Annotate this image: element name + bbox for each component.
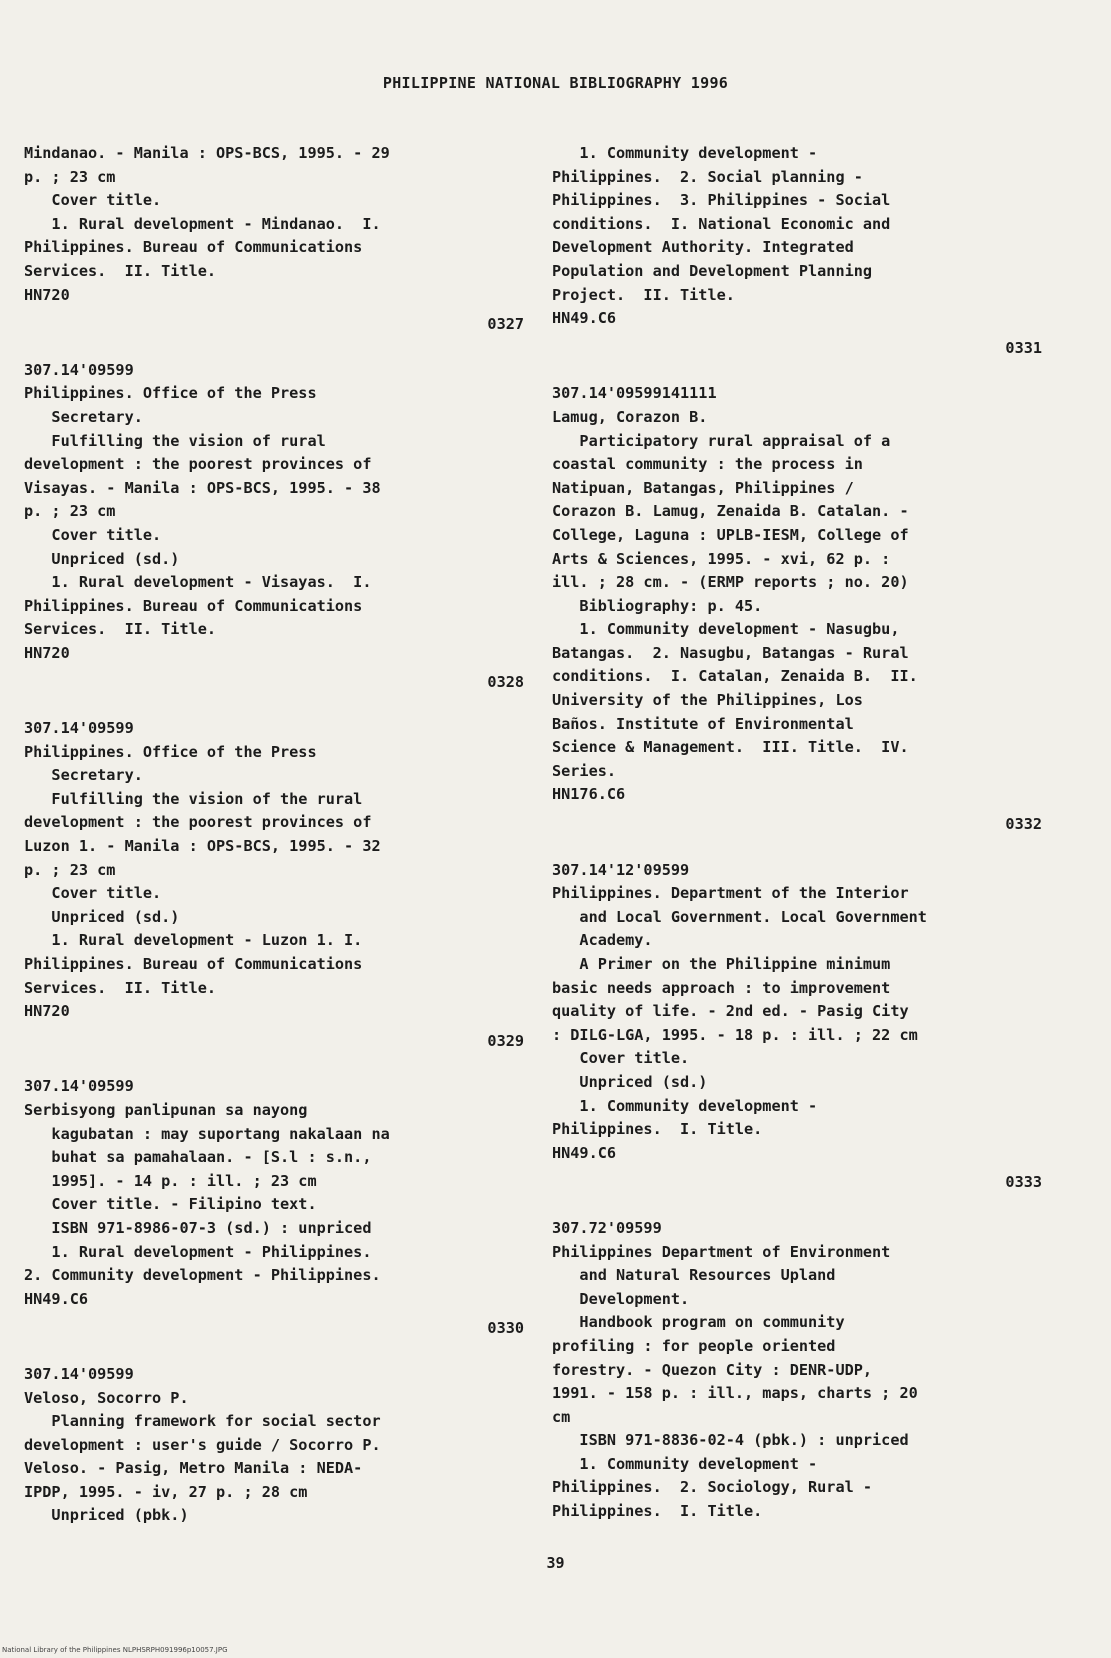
bibliography-entry — [552, 382, 1042, 858]
entry-line: Project. II. Title. — [552, 285, 735, 304]
entry-line: 1. Rural development - Luzon 1. I. — [24, 931, 363, 950]
entry-line: and Natural Resources Upland — [552, 1266, 836, 1285]
entry-line: Cover title. — [24, 191, 162, 210]
entry-line: 1. Community development - Nasugbu, — [552, 620, 900, 639]
entry-line: Arts & Sciences, 1995. - xvi, 62 p. : — [552, 549, 891, 568]
entry-line: HN720 — [24, 1002, 70, 1021]
entry-line: 307.14'09599 — [24, 1077, 134, 1096]
entry-line: Cover title. — [24, 884, 162, 903]
entry-line: 2. Community development - Philippines. — [24, 1266, 381, 1285]
entry-line: Philippines. Bureau of Communications — [24, 955, 363, 973]
entry-line: Veloso, Socorro P. — [24, 1388, 189, 1407]
entry-line: Services. II. Title. — [24, 978, 217, 997]
entry-number: 0333 — [1005, 1173, 1042, 1192]
entry-line: 307.14'09599 — [24, 719, 134, 738]
entry-line: 1995]. - 14 p. : ill. ; 23 cm — [24, 1171, 317, 1190]
entry-line: kagubatan : may suportang nakalaan na — [24, 1124, 390, 1143]
entry-line: 1991. - 158 p. : ill., maps, charts ; 20 — [552, 1384, 918, 1403]
page-header: PHILIPPINE NATIONAL BIBLIOGRAPHY 1996 — [382, 74, 729, 92]
entry-line: Philippines. 2. Social planning - — [552, 167, 863, 186]
entry-line: Planning framework for social sector — [24, 1412, 381, 1431]
bibliography-entry — [24, 1363, 524, 1528]
entry-line: Series. — [552, 761, 617, 780]
entry-number: 0328 — [487, 673, 524, 692]
entry-line: Corazon B. Lamug, Zenaida B. Catalan. - — [552, 502, 909, 521]
entry-line: Philippines. Bureau of Communications — [24, 238, 363, 257]
entry-line: A Primer on the Philippine minimum — [552, 955, 891, 973]
entry-line: quality of life. - 2nd ed. - Pasig City — [552, 1002, 909, 1021]
entry-line: Secretary. — [24, 766, 143, 785]
entry-number: 0331 — [1005, 338, 1042, 357]
entry-line: Academy. — [552, 931, 653, 950]
left-column — [24, 142, 524, 1528]
entry-line: Veloso. - Pasig, Metro Manila : NEDA- — [24, 1459, 363, 1478]
entry-line: Science & Management. III. Title. IV. — [552, 738, 909, 757]
entry-line: p. ; 23 cm — [24, 167, 116, 186]
entry-number: 0330 — [487, 1319, 524, 1338]
entry-number: 0332 — [1005, 815, 1042, 834]
entry-line: 307.14'12'09599 — [552, 860, 690, 879]
entry-line: Lamug, Corazon B. — [552, 407, 708, 426]
entry-line: HN49.C6 — [24, 1289, 89, 1308]
entry-line: Bibliography: p. 45. — [552, 596, 763, 615]
entry-line: Handbook program on community — [552, 1313, 845, 1332]
entry-line: HN720 — [24, 285, 70, 304]
entry-line: Unpriced (sd.) — [552, 1072, 708, 1091]
entry-line: forestry. - Quezon City : DENR-UDP, — [552, 1360, 873, 1379]
entry-line: Development. — [552, 1289, 690, 1308]
entry-line: Philippines Department of Environment — [552, 1242, 891, 1261]
entry-line: HN176.C6 — [552, 785, 626, 804]
entry-line: HN49.C6 — [552, 309, 617, 328]
entry-line: HN49.C6 — [552, 1143, 617, 1162]
entry-line: Serbisyong panlipunan sa nayong — [24, 1100, 308, 1119]
entry-line: Philippines. I. Title. — [552, 1120, 763, 1139]
entry-line: 307.14'09599141111 — [552, 384, 717, 403]
entry-line: Cover title. — [552, 1049, 690, 1068]
entry-line: 1. Rural development - Philippines. — [24, 1242, 372, 1261]
entry-line: coastal community : the process in — [552, 455, 863, 474]
entry-line: Batangas. 2. Nasugbu, Batangas - Rural — [552, 643, 909, 662]
entry-line: Secretary. — [24, 407, 143, 426]
entry-line: Services. II. Title. — [24, 261, 217, 280]
entry-line: Philippines. Department of the Interior — [552, 884, 909, 903]
entry-line: 1. Community development - — [552, 1454, 818, 1473]
bibliography-entry — [24, 142, 524, 359]
entry-line: Services. II. Title. — [24, 620, 217, 639]
entry-line: Cover title. — [24, 525, 162, 544]
entry-line: 1. Community development - — [552, 1096, 818, 1115]
entry-line: Population and Development Planning — [552, 261, 873, 280]
entry-line: Mindanao. - Manila : OPS-BCS, 1995. - 29 — [24, 144, 390, 162]
entry-line: cm — [552, 1407, 571, 1426]
entry-line: conditions. I. Catalan, Zenaida B. II. — [552, 667, 918, 686]
entry-line: Philippines. Office of the Press — [24, 384, 317, 403]
entry-line: Cover title. - Filipino text. — [24, 1195, 317, 1214]
entry-line: conditions. I. National Economic and — [552, 214, 891, 233]
entry-line: Unpriced (pbk.) — [24, 1506, 189, 1525]
entry-line: College, Laguna : UPLB-IESM, College of — [552, 525, 909, 544]
entry-line: ill. ; 28 cm. - (ERMP reports ; no. 20) — [552, 573, 909, 592]
entry-line: Participatory rural appraisal of a — [552, 431, 891, 450]
entry-line: Philippines. Office of the Press — [24, 742, 317, 761]
entry-line: HN720 — [24, 643, 70, 662]
entry-line: Philippines. 2. Sociology, Rural - — [552, 1478, 873, 1497]
entry-line: Fulfilling the vision of the rural — [24, 789, 363, 808]
bibliography-entry — [552, 1217, 1042, 1524]
entry-line: development : user's guide / Socorro P. — [24, 1435, 381, 1454]
entry-line: basic needs approach : to improvement — [552, 978, 891, 997]
entry-line: 1. Rural development - Mindanao. I. — [24, 214, 381, 233]
entry-line: profiling : for people oriented — [552, 1336, 836, 1355]
entry-line: Natipuan, Batangas, Philippines / — [552, 478, 854, 497]
entry-line: 1. Community development - — [552, 144, 818, 162]
bibliography-entry — [24, 359, 524, 717]
entry-line: buhat sa pamahalaan. - [S.l : s.n., — [24, 1148, 372, 1167]
entry-line: : DILG-LGA, 1995. - 18 p. : ill. ; 22 cm — [552, 1025, 918, 1044]
entry-line: and Local Government. Local Government — [552, 907, 927, 926]
page-number: 39 — [546, 1554, 565, 1572]
entry-number: 0327 — [487, 315, 524, 334]
bibliography-entry — [24, 1075, 524, 1363]
entry-line: Philippines. 3. Philippines - Social — [552, 191, 891, 210]
entry-line: Luzon 1. - Manila : OPS-BCS, 1995. - 32 — [24, 837, 381, 856]
entry-line: 307.14'09599 — [24, 360, 134, 379]
entry-line: Fulfilling the vision of rural — [24, 431, 326, 450]
entry-line: development : the poorest provinces of — [24, 813, 372, 832]
right-column — [552, 142, 1042, 1524]
entry-line: Unpriced (sd.) — [24, 907, 180, 926]
entry-line: Visayas. - Manila : OPS-BCS, 1995. - 38 — [24, 478, 381, 497]
entry-number: 0329 — [487, 1031, 524, 1050]
entry-line: Philippines. I. Title. — [552, 1502, 763, 1521]
footer-caption: National Library of the Philippines NLPHSRPH091996p10057.JPG — [2, 1646, 228, 1654]
entry-line: 307.14'09599 — [24, 1364, 134, 1383]
entry-line: p. ; 23 cm — [24, 502, 116, 521]
entry-line: development : the poorest provinces of — [24, 455, 372, 474]
entry-line: Baños. Institute of Environmental — [552, 714, 854, 733]
entry-line: ISBN 971-8986-07-3 (sd.) : unpriced — [24, 1218, 372, 1237]
entry-line: p. ; 23 cm — [24, 860, 116, 879]
entry-line: Development Authority. Integrated — [552, 238, 854, 257]
entry-line: 307.72'09599 — [552, 1218, 662, 1237]
entry-line: 1. Rural development - Visayas. I. — [24, 573, 372, 592]
bibliography-entry — [552, 142, 1042, 382]
bibliography-entry — [552, 859, 1042, 1217]
entry-line: Philippines. Bureau of Communications — [24, 596, 363, 615]
entry-line: University of the Philippines, Los — [552, 691, 863, 710]
bibliography-entry — [24, 717, 524, 1075]
entry-line: IPDP, 1995. - iv, 27 p. ; 28 cm — [24, 1482, 308, 1501]
entry-line: ISBN 971-8836-02-4 (pbk.) : unpriced — [552, 1431, 909, 1450]
entry-line: Unpriced (sd.) — [24, 549, 180, 568]
